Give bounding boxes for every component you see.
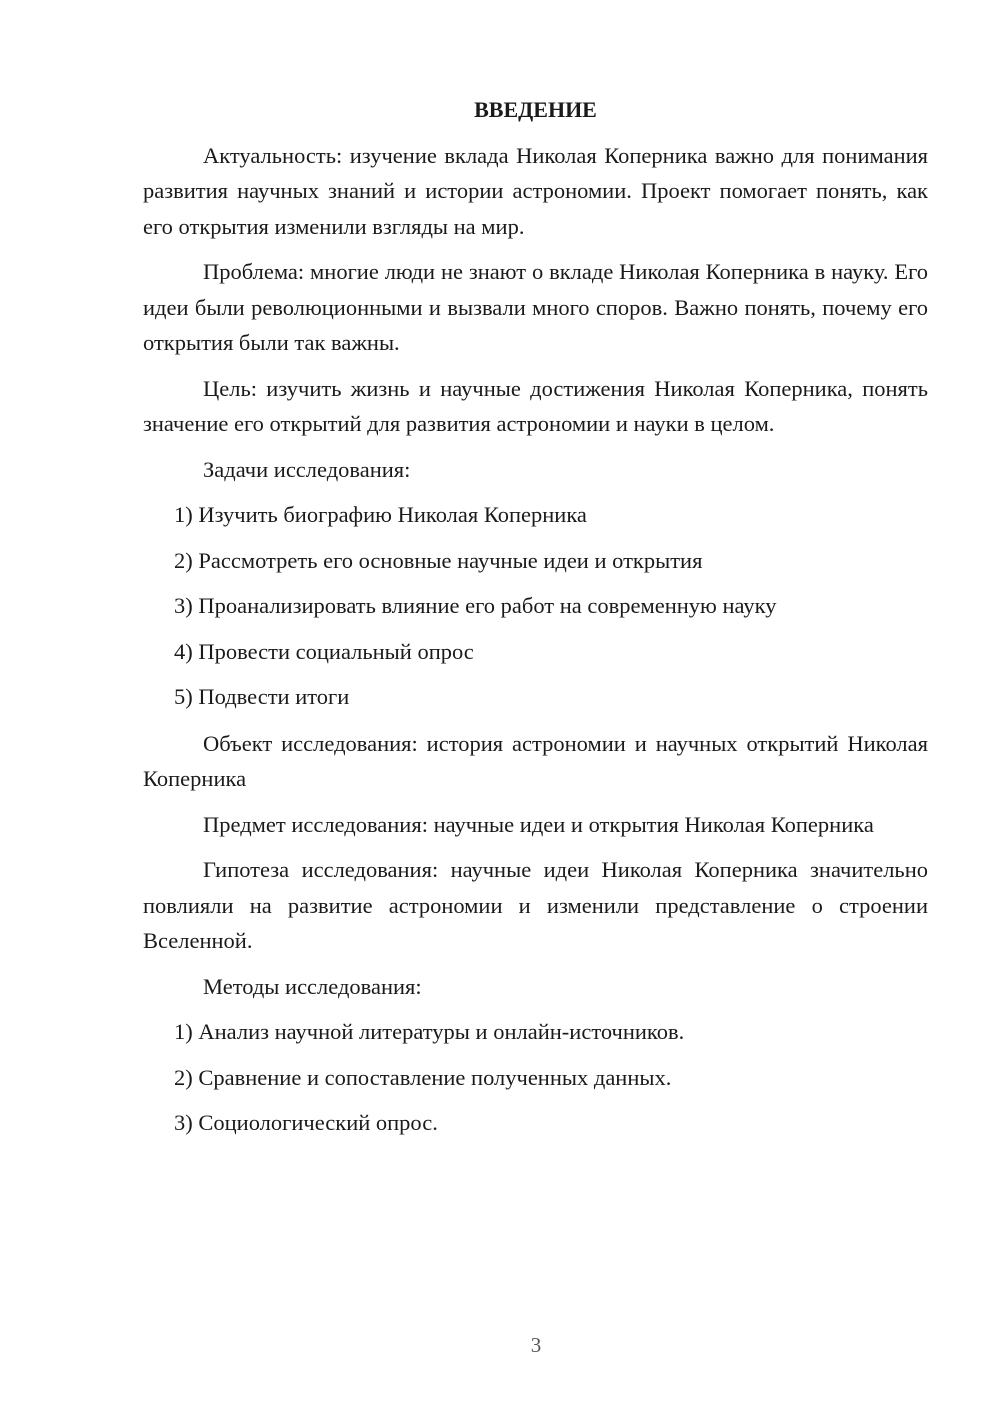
list-item: 3) Проанализировать влияние его работ на современную науку xyxy=(174,593,777,618)
list-item: 5) Подвести итоги xyxy=(174,684,350,709)
object-paragraph: Объект исследования: история астрономии и научных открытий Николая Коперника xyxy=(143,730,928,791)
page-number: 3 xyxy=(530,1333,542,1357)
problem-paragraph: Проблема: многие люди не знают о вкладе Николая Коперника в науку. Его идеи были революционными и вызвали много споров. Важно понять, почему его открытия были так важны. xyxy=(143,259,928,355)
subject-paragraph: Предмет исследования: научные идеи и открытия Николая Коперника xyxy=(203,811,874,837)
list-item: 1) Изучить биографию Николая Коперника xyxy=(174,502,587,527)
list-item: 3) Социологический опрос. xyxy=(174,1110,438,1135)
list-item: 2) Рассмотреть его основные научные идеи и открытия xyxy=(174,547,703,573)
list-item: 1) Анализ научной литературы и онлайн-источников. xyxy=(174,1019,685,1044)
methods-heading: Методы исследования: xyxy=(203,973,422,999)
list-item: 2) Сравнение и сопоставление полученных данных. xyxy=(174,1064,672,1090)
hypothesis-paragraph: Гипотеза исследования: научные идеи Николая Коперника значительно повлияли на развитие астрономии и изменили представление о строении Вселенной. xyxy=(143,857,928,953)
goal-paragraph: Цель: изучить жизнь и научные достижения Николая Коперника, понять значение его открытий для развития астрономии и науки в целом. xyxy=(143,375,928,436)
list-item: 4) Провести социальный опрос xyxy=(174,638,474,664)
tasks-list xyxy=(143,497,928,715)
relevance-paragraph: Актуальность: изучение вклада Николая Коперника важно для понимания развития научных знаний и истории астрономии. Проект помогает понять, как его открытия изменили взгляды на мир. xyxy=(143,142,928,239)
tasks-heading: Задачи исследования: xyxy=(203,456,411,482)
methods-list xyxy=(143,1014,928,1141)
document-page xyxy=(143,92,928,1151)
document-title: ВВЕДЕНИЕ xyxy=(474,97,597,122)
